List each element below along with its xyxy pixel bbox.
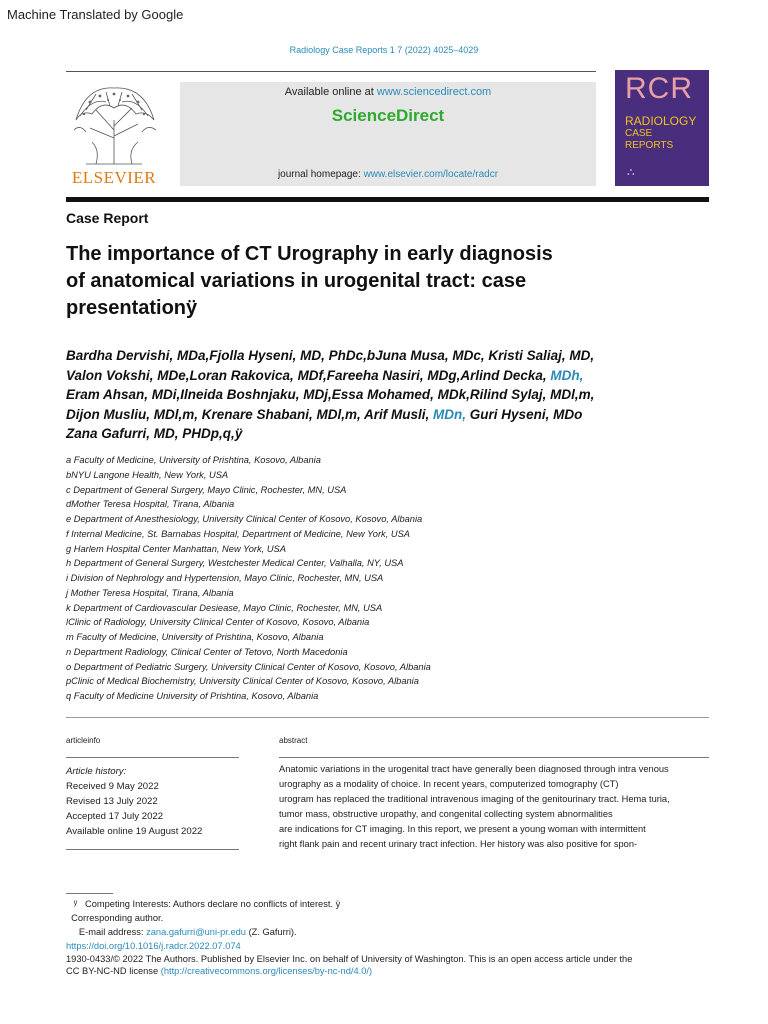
affiliation-item: g Harlem Hospital Center Manhattan, New York, USA	[66, 543, 286, 554]
email-suffix: (Z. Gafurri).	[245, 927, 297, 937]
author-line: Zana Gafurri, MD, PHDp,q,ÿ	[66, 426, 243, 441]
affiliation-item: k Department of Cardiovascular Desiease, Mayo Clinic, Rochester, MN, USA	[66, 602, 383, 613]
cover-emblem-icon: ⛬	[627, 166, 635, 178]
abstract-rule	[279, 757, 709, 758]
revised-date: Revised 13 July 2022	[66, 796, 158, 807]
title-line: presentationÿ	[66, 297, 198, 319]
section-divider	[66, 717, 709, 718]
sciencedirect-link[interactable]: www.sciencedirect.com	[376, 86, 492, 98]
article-info-bottom-rule	[66, 849, 239, 850]
author-link[interactable]: MDn,	[433, 406, 467, 422]
affiliation-item: c Department of General Surgery, Mayo Clinic, Rochester, MN, USA	[66, 484, 347, 495]
license-link[interactable]: (http://creativecommons.org/licenses/by-nc-nd/4.0/)	[160, 966, 373, 976]
abstract-text	[279, 762, 709, 852]
author-list	[66, 346, 706, 444]
machine-translation-notice: Machine Translated by Google	[7, 7, 184, 22]
author-line-text: Guri Hyseni, MDo	[466, 406, 583, 422]
affiliation-item: m Faculty of Medicine, University of Prishtina, Kosovo, Albania	[66, 632, 324, 642]
author-line	[66, 405, 706, 425]
competing-interests-note	[66, 897, 706, 911]
header-divider	[66, 197, 709, 202]
email-note	[66, 925, 706, 939]
elsevier-tree-icon	[66, 80, 162, 166]
affiliation-item: dMother Teresa Hospital, Tirana, Albania	[66, 499, 235, 510]
author-line-text: Dijon Musliu, MDl,m, Krenare Shabani, MDl,m, Arif Musli,	[66, 406, 434, 422]
corresponding-author-note	[66, 911, 706, 925]
affiliation-item: e Department of Anesthesiology, University Clinical Center of Kosovo, Kosovo, Albania	[66, 514, 423, 524]
available-prefix: Available online at	[284, 86, 377, 98]
article-type: Case Report	[66, 210, 149, 226]
corresponding-text: Corresponding author.	[71, 913, 164, 923]
article-title	[66, 241, 686, 322]
author-line	[66, 366, 706, 386]
affiliation-item: a Faculty of Medicine, University of Prishtina, Kosovo, Albania	[66, 455, 321, 465]
sciencedirect-logo[interactable]: ScienceDirect	[331, 106, 445, 125]
available-online-text	[180, 86, 596, 98]
affiliation-item: h Department of General Surgery, Westchester Medical Center, Valhalla, NY, USA	[66, 558, 404, 569]
received-date: Received 9 May 2022	[66, 781, 159, 792]
license-line: 1930-0433/© 2022 The Authors. Published by Elsevier Inc. on behalf of University of Washington. This is an open access article under the	[66, 954, 633, 964]
abstract-line: Anatomic variations in the urogenital tract have generally been diagnosed through intra venous	[279, 764, 669, 774]
article-info-rule	[66, 757, 239, 758]
elsevier-wordmark: ELSEVIER	[71, 168, 157, 187]
title-line: The importance of CT Urography in early diagnosis	[66, 243, 553, 265]
affiliation-item: i Division of Nephrology and Hypertension, Mayo Clinic, Rochester, MN, USA	[66, 573, 384, 583]
author-line-text: Valon Vokshi, MDe,Loran Rakovica, MDf,Fareeha Nasiri, MDg,Arlind Decka,	[66, 367, 551, 383]
abstract-line: tumor mass, obstructive uropathy, and congenital collecting system abnormalities	[279, 809, 613, 819]
sciencedirect-banner	[180, 82, 596, 186]
affiliation-item: bNYU Langone Health, New York, USA	[66, 469, 229, 480]
affiliation-item: pClinic of Medical Biochemistry, University Clinical Center of Kosovo, Kosovo, Albania	[66, 676, 419, 687]
abstract-line: urography as a modality of choice. In recent years, computerized tomography (CT)	[279, 779, 619, 789]
cover-abbreviation: RCR	[625, 72, 693, 105]
author-link[interactable]: MDh,	[550, 367, 584, 383]
abstract-line: right flank pain and recent urinary tract infection. Her history was also positive for spon-	[279, 839, 638, 849]
affiliation-item: j Mother Teresa Hospital, Tirana, Albania	[66, 587, 234, 598]
article-history	[66, 764, 202, 839]
abstract-line: urogram has replaced the traditional intravenous imaging of the genitourinary tract. Hema turia,	[279, 794, 670, 804]
footnotes	[66, 897, 706, 977]
affiliation-item: lClinic of Radiology, University Clinical Center of Kosovo, Kosovo, Albania	[66, 617, 370, 628]
affiliation-item: o Department of Pediatric Surgery, University Clinical Center of Kosovo, Kosovo, Albania	[66, 661, 431, 672]
cover-title-line3: REPORTS	[625, 140, 674, 151]
affiliation-list	[66, 453, 706, 704]
affiliation-item: n Department Radiology, Clinical Center of Tetovo, North Macedonia	[66, 646, 348, 657]
email-prefix: E-mail address:	[78, 927, 147, 937]
history-heading: Article history:	[66, 766, 127, 777]
cover-title-line2: CASE	[625, 128, 653, 139]
elsevier-logo	[66, 80, 162, 188]
abstract-line: are indications for CT imaging. In this report, we present a young woman with intermittent	[279, 824, 646, 834]
online-date: Available online 19 August 2022	[66, 826, 203, 837]
author-line: Eram Ahsan, MDi,Ilneida Boshnjaku, MDj,Essa Mohamed, MDk,Rilind Sylaj, MDl,m,	[66, 387, 595, 402]
article-info-label: articleinfo	[66, 736, 101, 745]
cover-title-line1: RADIOLOGY	[625, 114, 697, 128]
author-line: Bardha Dervishi, MDa,Fjolla Hyseni, MD, PhDc,bJuna Musa, MDc, Kristi Saliaj, MD,	[66, 348, 595, 363]
email-link[interactable]: zana.gafurri@uni-pr.edu	[146, 927, 246, 937]
affiliation-item: q Faculty of Medicine University of Prishtina, Kosovo, Albania	[66, 691, 319, 701]
journal-cover[interactable]	[615, 70, 709, 186]
accepted-date: Accepted 17 July 2022	[66, 811, 164, 822]
journal-reference-link[interactable]: Radiology Case Reports 1 7 (2022) 4025–4029	[289, 45, 479, 55]
license-prefix: CC BY-NC-ND license	[66, 966, 161, 976]
affiliation-item: f Internal Medicine, St. Barnabas Hospital, Department of Medicine, New York, USA	[66, 528, 410, 539]
footnote-marker: ÿ	[73, 900, 78, 907]
footnote-rule	[66, 893, 113, 894]
license-line	[66, 965, 706, 977]
competing-interests-text: Competing Interests: Authors declare no conflicts of interest. ÿ	[85, 899, 341, 909]
journal-homepage-link[interactable]: www.elsevier.com/locate/radcr	[363, 169, 499, 180]
title-line: of anatomical variations in urogenital tract: case	[66, 270, 527, 292]
journal-homepage-text	[180, 169, 596, 180]
top-rule	[66, 71, 596, 72]
homepage-prefix: journal homepage:	[277, 169, 364, 180]
doi-link[interactable]: https://doi.org/10.1016/j.radcr.2022.07.074	[66, 941, 241, 951]
abstract-label: abstract	[279, 736, 308, 745]
